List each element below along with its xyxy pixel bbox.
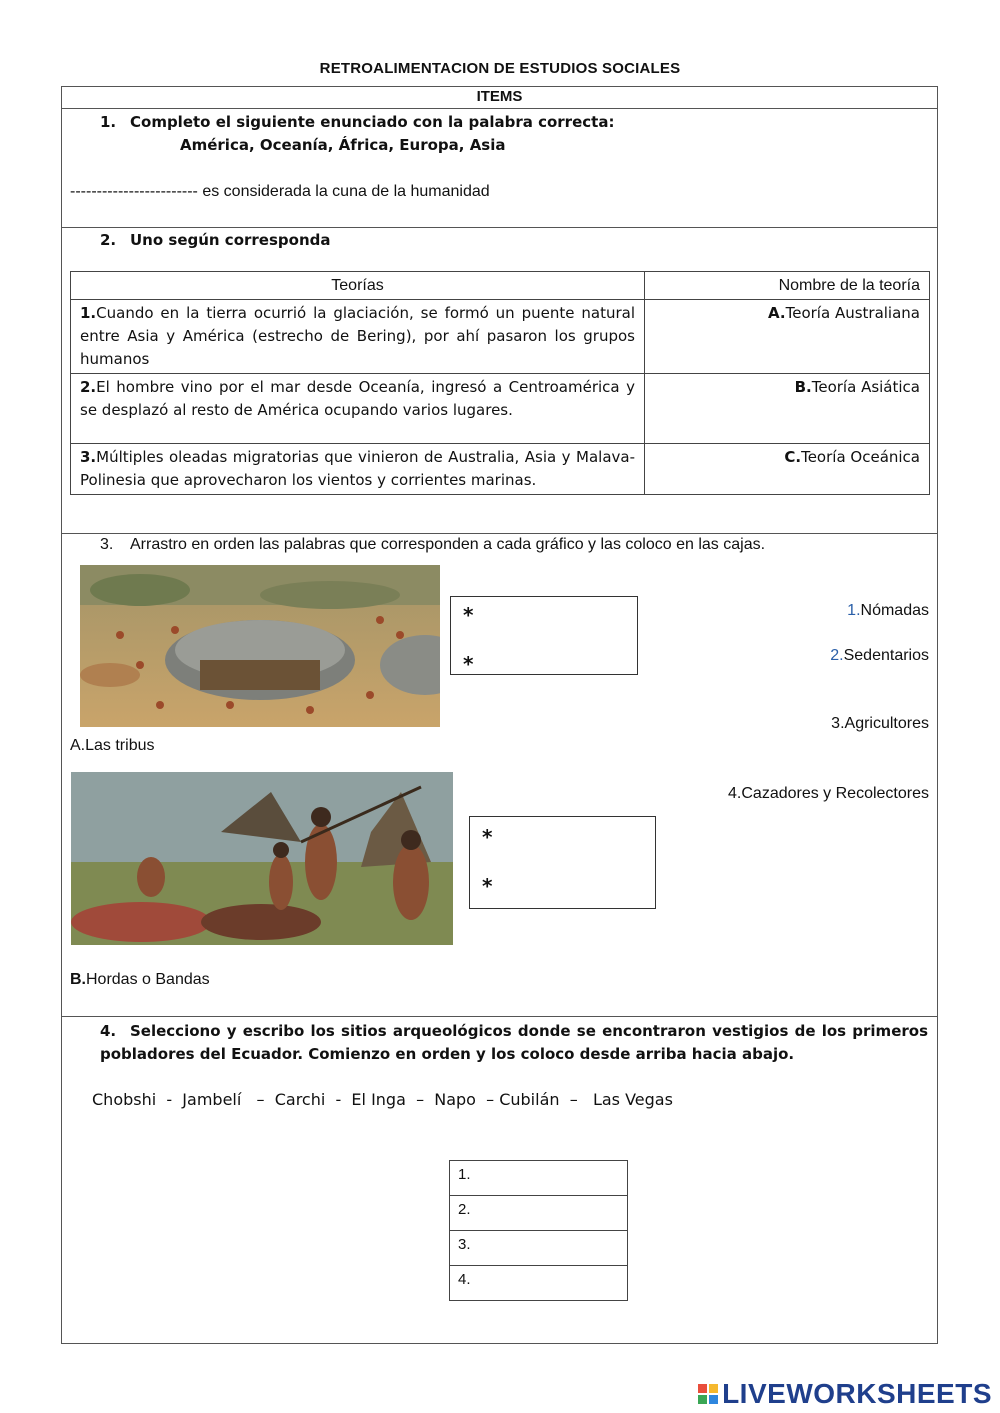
word-cazadores[interactable] xyxy=(728,785,929,803)
divider xyxy=(61,1016,938,1017)
word-number: 1. xyxy=(847,602,861,619)
word-sedentarios[interactable] xyxy=(830,647,929,665)
theory-text: Cuando en la tierra ocurrió la glaciación, se formó un puente natural entre Asia y América (estrecho de Bering), por ahí pasaron los grupos humanos xyxy=(80,304,635,368)
sites-answer-table xyxy=(449,1160,628,1301)
word-number: 2. xyxy=(830,647,844,664)
answer-box-a[interactable] xyxy=(450,596,638,675)
word-text: Agricultores xyxy=(844,715,929,732)
theory-name: Teoría Asiática xyxy=(811,378,920,396)
word-text: Sedentarios xyxy=(843,647,929,664)
page-title: RETROALIMENTACION DE ESTUDIOS SOCIALES xyxy=(319,60,681,77)
caption-hordes-text: Hordas o Bandas xyxy=(86,971,210,988)
q4-prompt xyxy=(100,1020,928,1066)
theory-text: El hombre vino por el mar desde Oceanía, ingresó a Centroamérica y se desplazó al resto de América ocupando varios lugares. xyxy=(80,378,635,419)
theory-text: Múltiples oleadas migratorias que vinieron de Australia, Asia y Malava-Polinesia que aprovecharon los vientos y corrientes marinas. xyxy=(80,448,635,489)
tribes-village-image xyxy=(80,565,440,727)
q1-sentence xyxy=(70,183,490,201)
site-slot[interactable]: 4. xyxy=(450,1266,628,1301)
theory-cell xyxy=(71,444,645,495)
table-row xyxy=(71,374,930,444)
word-number: 4. xyxy=(728,785,742,802)
q4-sites: Chobshi - Jambelí – Carchi - El Inga – Napo – Cubilán – Las Vegas xyxy=(92,1090,673,1109)
theory-letter: C. xyxy=(784,448,802,466)
caption-hordes xyxy=(70,971,210,989)
q4-prompt-text: Selecciono y escribo los sitios arqueológicos donde se encontraron vestigios de los primeros pobladores del Ecuador. Comienzo en orden y los coloco desde arriba hacia abajo. xyxy=(100,1022,928,1063)
table-row xyxy=(450,1161,628,1196)
word-nomadas[interactable] xyxy=(847,602,929,620)
theory-name-cell[interactable] xyxy=(645,300,930,374)
table-row xyxy=(450,1231,628,1266)
theory-cell xyxy=(71,300,645,374)
star-marker: * xyxy=(463,603,474,627)
caption-hordes-letter: B. xyxy=(70,971,86,988)
site-slot[interactable]: 2. xyxy=(450,1196,628,1231)
theory-num: 3. xyxy=(80,448,97,466)
q2-prompt xyxy=(100,231,330,249)
site-slot[interactable]: 1. xyxy=(450,1161,628,1196)
word-number: 3. xyxy=(831,715,845,732)
q1-prompt-text: Completo el siguiente enunciado con la palabra correcta: xyxy=(130,113,615,131)
logo-icon xyxy=(698,1384,718,1404)
divider xyxy=(61,227,938,228)
theory-table xyxy=(70,271,930,495)
divider xyxy=(61,533,938,534)
theory-num: 1. xyxy=(80,304,97,322)
liveworksheets-logo xyxy=(698,1378,992,1410)
table-row xyxy=(450,1196,628,1231)
divider xyxy=(61,108,938,109)
q4-number: 4. xyxy=(100,1022,117,1040)
table-row xyxy=(71,300,930,374)
site-slot[interactable]: 3. xyxy=(450,1231,628,1266)
caption-tribes: A.Las tribus xyxy=(70,737,155,754)
q1-sentence-text: es considerada la cuna de la humanidad xyxy=(197,183,490,200)
word-agricultores[interactable] xyxy=(831,715,929,733)
word-text: Cazadores y Recolectores xyxy=(741,785,929,802)
items-header: ITEMS xyxy=(476,88,523,105)
q1-blank[interactable]: ------------------------ xyxy=(70,183,198,200)
theory-num: 2. xyxy=(80,378,97,396)
q3-prompt-text: Arrastro en orden las palabras que corresponden a cada gráfico y las coloco en las cajas. xyxy=(130,536,766,553)
star-marker: * xyxy=(482,874,493,898)
hordes-hunters-image xyxy=(71,772,453,945)
logo-text: LIVEWORKSHEETS xyxy=(722,1378,992,1409)
q2-prompt-text: Uno según corresponda xyxy=(130,231,331,249)
table-row xyxy=(71,444,930,495)
theory-name-cell[interactable] xyxy=(645,374,930,444)
theory-letter: B. xyxy=(794,378,812,396)
q1-number: 1. xyxy=(100,113,117,131)
theory-letter: A. xyxy=(768,304,786,322)
q3-prompt xyxy=(100,536,765,554)
q2-number: 2. xyxy=(100,231,117,249)
q3-number: 3. xyxy=(100,536,114,553)
word-text: Nómadas xyxy=(860,602,929,619)
col-theories: Teorías xyxy=(71,272,645,300)
star-marker: * xyxy=(482,825,493,849)
q1-prompt xyxy=(100,113,614,131)
col-theory-name: Nombre de la teoría xyxy=(645,272,930,300)
answer-box-b[interactable] xyxy=(469,816,656,909)
q1-options: América, Oceanía, África, Europa, Asia xyxy=(180,136,506,154)
theory-cell xyxy=(71,374,645,444)
table-row xyxy=(450,1266,628,1301)
theory-name: Teoría Oceánica xyxy=(801,448,920,466)
star-marker: * xyxy=(463,652,474,676)
theory-name-cell[interactable] xyxy=(645,444,930,495)
theory-name: Teoría Australiana xyxy=(785,304,920,322)
